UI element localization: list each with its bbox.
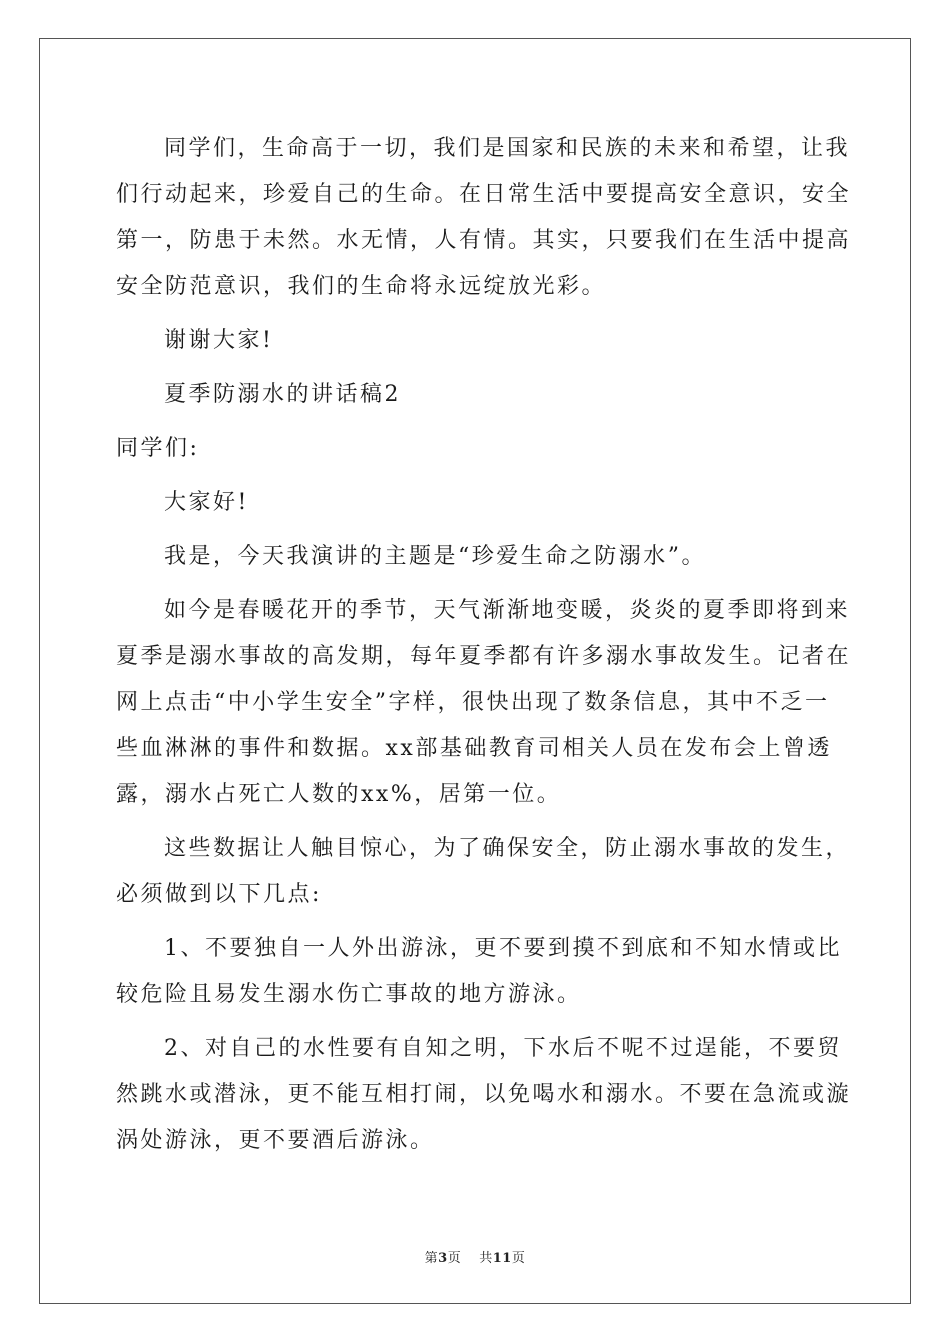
list-item-line: 2、对自己的水性要有自知之明，下水后不呢不过逞能，不要贸 (164, 1036, 842, 1061)
paragraph-line: 如今是春暖花开的季节，天气渐渐地变暖，炎炎的夏季即将到来 (164, 598, 851, 623)
paragraph-line: 第一，防患于未然。水无情，人有情。其实，只要我们在生活中提高 (116, 228, 852, 253)
section-title: 夏季防溺水的讲话稿2 (164, 382, 401, 407)
paragraph-line: 露，溺水占死亡人数的xx%，居第一位。 (116, 782, 562, 807)
total-pages: 11 (492, 1251, 512, 1266)
page-prefix: 第 (424, 1251, 439, 1266)
paragraph-line: 这些数据让人触目惊心，为了确保安全，防止溺水事故的发生， (164, 836, 851, 861)
total-prefix: 共 (479, 1251, 493, 1266)
paragraph-line: 们行动起来，珍爱自己的生命。在日常生活中要提高安全意识，安全 (116, 182, 852, 207)
page-number: 3 (438, 1251, 448, 1266)
paragraph-line: 夏季是溺水事故的高发期，每年夏季都有许多溺水事故发生。记者在 (116, 644, 852, 669)
closing-thanks: 谢谢大家! (164, 328, 274, 353)
page-suffix: 页 (447, 1251, 462, 1266)
salutation: 同学们: (116, 436, 200, 461)
paragraph-line: 安全防范意识，我们的生命将永远绽放光彩。 (116, 274, 607, 299)
list-item-line: 涡处游泳，更不要酒后游泳。 (116, 1128, 435, 1153)
list-item-line: 1、不要独自一人外出游泳，更不要到摸不到底和不知水情或比 (164, 936, 842, 961)
paragraph-line: 些血淋淋的事件和数据。xx部基础教育司相关人员在发布会上曾透 (116, 736, 832, 761)
paragraph-line: 必须做到以下几点: (116, 882, 322, 907)
list-item-line: 较危险且易发生溺水伤亡事故的地方游泳。 (116, 982, 582, 1007)
total-suffix: 页 (511, 1251, 526, 1266)
paragraph-line: 同学们，生命高于一切，我们是国家和民族的未来和希望，让我 (164, 136, 851, 161)
paragraph-line: 我是，今天我演讲的主题是“珍爱生命之防溺水”。 (164, 544, 706, 569)
document-body (116, 126, 852, 1164)
paragraph-line: 网上点击“中小学生安全”字样，很快出现了数条信息，其中不乏一 (116, 690, 830, 715)
greeting: 大家好! (164, 490, 249, 515)
page-footer (0, 1247, 950, 1266)
list-item-line: 然跳水或潜泳，更不能互相打闹，以免喝水和溺水。不要在急流或漩 (116, 1082, 852, 1107)
